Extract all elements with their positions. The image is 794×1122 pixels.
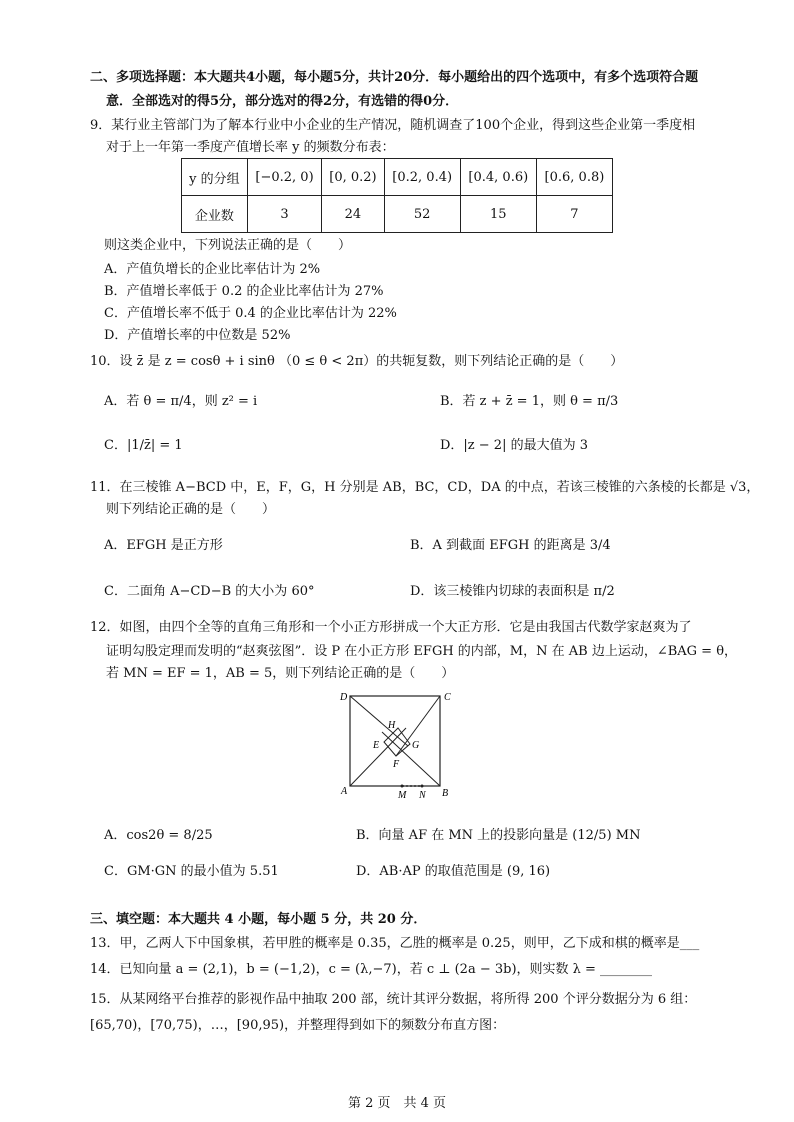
zhao-shuang-diagram (336, 688, 466, 800)
q13-text: 13．甲，乙两人下中国象棋，若甲胜的概率是 0.35，乙胜的概率是 0.25，则甲，乙下成和棋的概率是___ (90, 936, 700, 951)
label-a: A (341, 786, 348, 797)
section2-header-line2: 意．全部选对的得5分，部分选对的得2分，有选错的得0分． (106, 94, 459, 109)
label-e: E (373, 740, 380, 751)
q10-option-a: A．若 θ = π/4，则 z² = i (104, 394, 258, 409)
q11-stem-line2: 则下列结论正确的是（ ） (106, 502, 276, 517)
table-cell: 3 (247, 196, 321, 233)
q11-option-b: B．A 到截面 EFGH 的距离是 3/4 (410, 538, 611, 553)
q15-line2: [65,70)，[70,75)，…，[90,95)，并整理得到如下的频数分布直方图： (90, 1018, 506, 1033)
q9-option-c: C．产值增长率不低于 0.4 的企业比率估计为 22% (104, 306, 397, 321)
table-row (182, 159, 613, 196)
q15-line1: 15．从某网络平台推荐的影视作品中抽取 200 部，统计其评分数据，将所得 200 个评分数据分为 6 组： (90, 992, 697, 1007)
table-cell: y 的分组 (182, 159, 248, 196)
q12-option-b: B．向量 AF 在 MN 上的投影向量是 (12/5) MN (356, 828, 641, 843)
q12-stem-line2: 证明勾股定理而发明的“赵爽弦图”．设 P 在小正方形 EFGH 的内部，M，N 在 AB 边上运动，∠BAG = θ， (106, 644, 738, 659)
section3-header: 三、填空题：本大题共 4 小题，每小题 5 分，共 20 分． (90, 912, 427, 927)
label-d: D (340, 692, 348, 703)
q14-text: 14．已知向量 a = (2,1)，b = (−1,2)，c = (λ,−7)，若 c ⊥ (2a − 3b)，则实数 λ = ________ (90, 962, 653, 977)
line-b-h (382, 732, 440, 786)
q10-stem: 10．设 z̄ 是 z = cosθ + i sinθ （0 ≤ θ < 2π）的共轭复数，则下列结论正确的是（ ） (90, 354, 624, 369)
table-cell: [0.2, 0.4) (384, 159, 460, 196)
point-m (401, 785, 404, 788)
q9-frequency-table (181, 158, 613, 233)
table-cell: 15 (460, 196, 536, 233)
table-cell: [−0.2, 0) (247, 159, 321, 196)
point-n (421, 785, 424, 788)
q11-option-c: C．二面角 A−CD−B 的大小为 60° (104, 584, 315, 599)
line-d-e (350, 696, 408, 746)
label-h: H (388, 720, 396, 731)
q12-option-a: A．cos2θ = 8/25 (104, 828, 213, 843)
table-cell: 52 (384, 196, 460, 233)
q9-question: 则这类企业中，下列说法正确的是（ ） (104, 238, 352, 253)
q11-option-a: A．EFGH 是正方形 (104, 538, 223, 553)
q9-option-b: B．产值增长率低于 0.2 的企业比率估计为 27% (104, 284, 384, 299)
q12-option-d: D．AB·AP 的取值范围是 (9, 16) (356, 864, 551, 879)
table-cell: 企业数 (182, 196, 248, 233)
table-row (182, 196, 613, 233)
page-footer: 第 2 页 共 4 页 (347, 1096, 447, 1111)
q11-option-d: D．该三棱锥内切球的表面积是 π/2 (410, 584, 615, 599)
table-cell: 7 (536, 196, 612, 233)
label-g: G (412, 740, 420, 751)
label-c: C (444, 692, 451, 703)
label-n: N (419, 790, 426, 800)
q9-option-a: A．产值负增长的企业比率估计为 2% (104, 262, 321, 277)
q9-stem-line2: 对于上一年第一季度产值增长率 y 的频数分布表： (106, 140, 395, 155)
table-cell: 24 (322, 196, 384, 233)
q12-option-c: C．GM·GN 的最小值为 5.51 (104, 864, 279, 879)
label-f: F (393, 759, 400, 770)
table-cell: [0, 0.2) (322, 159, 384, 196)
q12-stem-line3: 若 MN = EF = 1，AB = 5，则下列结论正确的是（ ） (106, 666, 455, 681)
q10-option-b: B．若 z + z̄ = 1，则 θ = π/3 (440, 394, 619, 409)
section2-header-line1: 二、多项选择题：本大题共4小题，每小题5分，共计20分．每小题给出的四个选项中，有多个选项符合题 (90, 70, 699, 85)
label-b: B (442, 788, 449, 799)
table-cell: [0.4, 0.6) (460, 159, 536, 196)
q10-option-d: D．|z − 2| 的最大值为 3 (440, 438, 588, 453)
q11-stem-line1: 11．在三棱锥 A−BCD 中，E，F，G，H 分别是 AB，BC，CD，DA 的中点，若该三棱锥的六条棱的长都是 √3， (90, 480, 760, 495)
q9-stem-line1: 9．某行业主管部门为了解本行业中小企业的生产情况，随机调查了100个企业，得到这些企业第一季度相 (90, 118, 696, 133)
label-m: M (398, 790, 407, 800)
q9-option-d: D．产值增长率的中位数是 52% (104, 328, 291, 343)
q12-stem-line1: 12．如图，由四个全等的直角三角形和一个小正方形拼成一个大正方形．它是由我国古代数学家赵爽为了 (90, 620, 692, 635)
table-cell: [0.6, 0.8) (536, 159, 612, 196)
q10-option-c: C．|1/z̄| = 1 (104, 438, 183, 453)
